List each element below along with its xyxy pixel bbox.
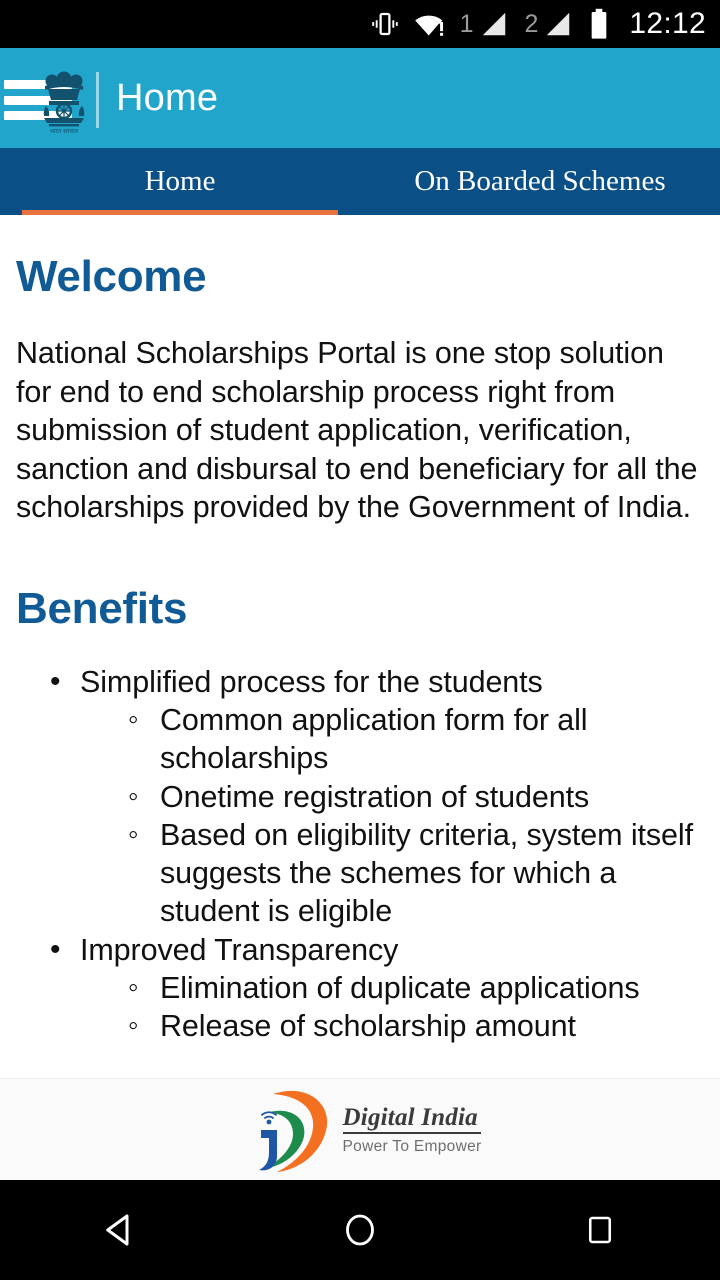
- benefit-label: • Simplified process for the students: [80, 663, 704, 701]
- app-bar-divider: [96, 72, 99, 128]
- wifi-alert-icon: [414, 9, 446, 39]
- list-item: ◦ Release of scholarship amount: [160, 1007, 704, 1045]
- svg-text:भारत सरकार: भारत सरकार: [49, 129, 79, 135]
- android-navigation-bar: [0, 1180, 720, 1280]
- back-triangle-icon[interactable]: [60, 1180, 180, 1280]
- signal-sim1-icon: [460, 9, 511, 39]
- recents-square-icon[interactable]: [540, 1180, 660, 1280]
- list-item: ◦ Common application form for all scholarships: [160, 701, 704, 778]
- benefits-heading: Benefits: [16, 583, 188, 633]
- main-content[interactable]: [0, 215, 720, 1080]
- home-circle-icon[interactable]: [300, 1180, 420, 1280]
- tab-home[interactable]: Home: [144, 165, 216, 197]
- sim1-label: 1: [459, 9, 474, 38]
- app-bar: [0, 48, 720, 148]
- vibrate-icon: [370, 9, 400, 39]
- list-item: ◦ Based on eligibility criteria, system itself suggests the schemes for which a student is eligible: [160, 816, 704, 931]
- sim2-label: 2: [524, 9, 539, 38]
- page-title: Home: [116, 76, 219, 119]
- status-icon-group: [370, 8, 706, 40]
- intro-paragraph: National Scholarships Portal is one stop solution for end to end scholarship process right from submission of student application, verification, sanction and disbursal to end beneficiary for all the scholarships provided by the Government of India.: [16, 336, 698, 525]
- status-bar-clock: 12:12: [629, 7, 706, 40]
- tab-bar: [0, 148, 720, 215]
- benefits-sublist: [80, 701, 704, 931]
- welcome-heading: Welcome: [16, 252, 207, 301]
- benefit-label: • Improved Transparency: [80, 931, 704, 969]
- list-item: ◦ Onetime registration of students: [160, 778, 704, 816]
- status-bar: [0, 0, 720, 48]
- logo-title: Digital India: [343, 1105, 482, 1134]
- digital-india-logo-text: [343, 1105, 482, 1155]
- signal-sim2-icon: [525, 9, 576, 39]
- battery-icon: [589, 8, 609, 40]
- tab-on-boarded-schemes[interactable]: On Boarded Schemes: [414, 165, 666, 197]
- india-national-emblem-icon: [36, 66, 92, 136]
- list-item: [80, 931, 704, 1046]
- benefits-sublist: [80, 969, 704, 1046]
- list-item: ◦ Elimination of duplicate applications: [160, 969, 704, 1007]
- list-item: [80, 663, 704, 931]
- digital-india-logo-icon: [239, 1084, 482, 1176]
- benefits-list: [16, 663, 704, 1045]
- footer-bar: [0, 1078, 720, 1181]
- logo-tagline: Power To Empower: [342, 1138, 482, 1156]
